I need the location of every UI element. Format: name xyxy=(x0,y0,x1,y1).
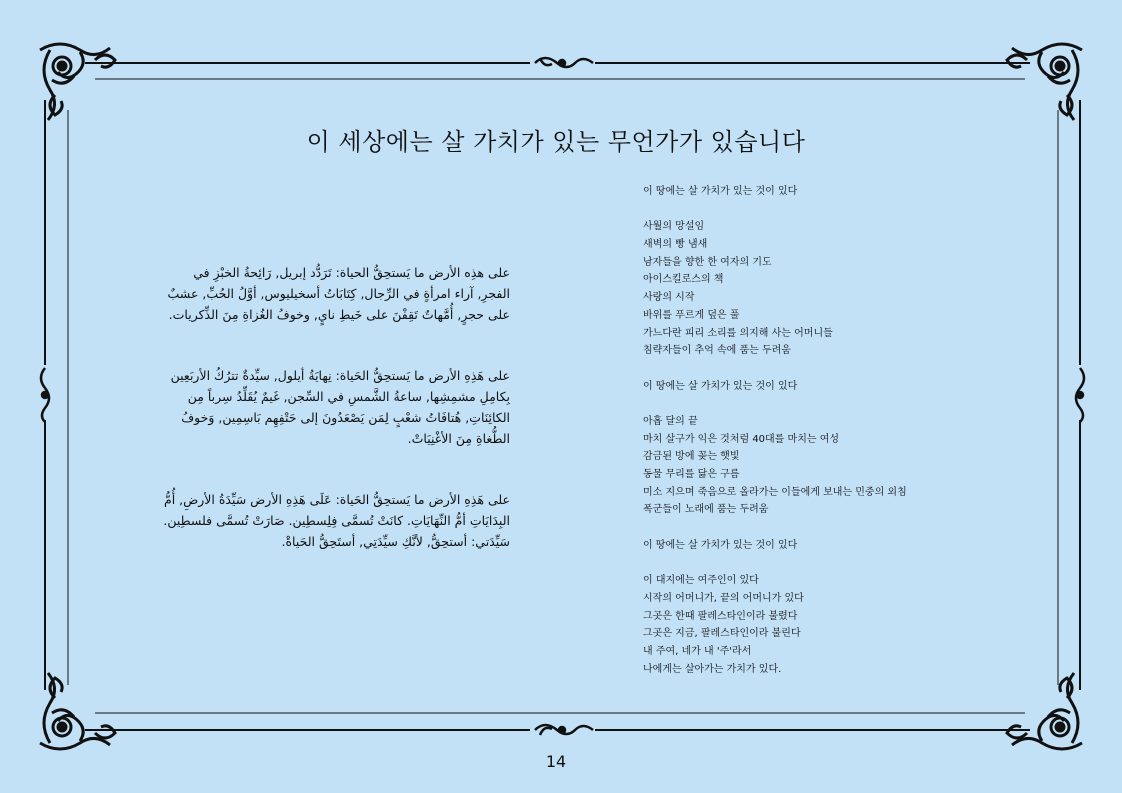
poem-line: 감금된 방에 꽂는 햇빛 xyxy=(643,451,740,463)
poem-line: 침략자들이 추억 속에 품는 두려움 xyxy=(643,345,791,357)
poem-gap xyxy=(643,201,983,219)
flourish-left xyxy=(41,368,49,422)
arabic-poem xyxy=(160,262,510,552)
poem-line: 새벽의 빵 냄새 xyxy=(643,239,708,251)
poem-line: 그곳은 지금, 팔레스타인이라 불린다 xyxy=(643,628,801,640)
poem-line: 그곳은 한때 팔레스타인이라 불렸다 xyxy=(643,610,798,622)
corner-ornament-bottom-left xyxy=(40,673,115,749)
korean-poem xyxy=(643,183,983,678)
flourish-bottom xyxy=(535,725,593,735)
flourish-right xyxy=(1076,368,1084,422)
poem-gap xyxy=(643,554,983,572)
poem-line: 동물 무리를 닮은 구름 xyxy=(643,469,740,480)
poem-line: 미소 지으며 죽음으로 올라가는 이들에게 보내는 민중의 외침 xyxy=(643,486,907,498)
corner-ornament-top-right xyxy=(1007,44,1082,120)
poem-line: 가느다란 피리 소리를 의지해 사는 어머니들 xyxy=(643,327,833,339)
poem-line: 이 땅에는 살 가치가 있는 것이 있다 xyxy=(643,186,798,197)
poem-gap xyxy=(643,395,983,413)
poem-line: 이 대지에는 여주인이 있다 xyxy=(643,575,759,587)
corner-ornament-bottom-right xyxy=(1007,673,1082,749)
poem-line: 사월의 망설임 xyxy=(643,221,705,233)
poem-line: 나에게는 살아가는 가치가 있다. xyxy=(643,663,782,675)
poem-gap xyxy=(643,360,983,378)
poem-line: 이 땅에는 살 가치가 있는 것이 있다 xyxy=(643,539,798,551)
page-number: 14 xyxy=(545,752,567,771)
poem-line: 폭군들이 노래에 품는 두려움 xyxy=(643,504,769,516)
poem-line: 시작의 어머니가, 끝의 어머니가 있다 xyxy=(643,592,804,604)
poem-gap xyxy=(643,519,983,537)
page-title: 이 세상에는 살 가치가 있는 무언가가 있습니다 xyxy=(306,128,806,156)
poem-line: 아이스킬로스의 책 xyxy=(643,274,724,286)
poem-line: 바위를 푸르게 덮은 풀 xyxy=(643,309,740,321)
flourish-top xyxy=(535,58,593,67)
poem-line: 남자들을 향한 한 여자의 기도 xyxy=(643,256,772,268)
poem-line: 마치 살구가 익은 것처럼 40대를 마치는 여성 xyxy=(643,433,840,445)
arabic-paragraph-3: على هَذِهِ الأرض ما يَستحِقُّ الحَياة: عَلَى هَذِهِ الأرض سَيِّدَةُ الأرضِ, أُمُّ البِدَايَاتِ أمُّ النِّهَايَاتِ. كانَتْ تُسمَّى فِلِسطِين. صَارَتْ تُسمَّى فلسطِين. سَيِّدَتي: أستحِقُّ, لأنَّكِ سيِّدَتِي, أستَحِقُّ الحَياةْ. xyxy=(163,492,510,549)
poem-line: 내 주여, 네가 내 '주'라서 xyxy=(643,645,752,657)
arabic-paragraph-1: على هذِه الأرض ما يَستحِقُّ الحياة: تَرَدُّد إبريل, رَائِحةُ الخبْزِ في الفجرِ, آراء امرأةٍ في الرِّجال, كِتَابَاتُ أسخيليوس, أوَّلُ الحُبِّ, عشبٌ على حجرٍ, أُمَّهاتٌ تَقِفْنَ على خَيطِ نايٍ, وخوفُ الغُزاةِ مِنَ الذِّكريات. xyxy=(167,265,510,322)
poem-line: 아홉 달의 끝 xyxy=(643,415,698,427)
corner-ornament-top-left xyxy=(40,44,115,120)
arabic-paragraph-2: على هَذِهِ الأرض ما يَستحِقُّ الحَياة: نِهايَةُ أيلول, سيِّدةٌ تترُكُ الأربَعِين بِكامِلِ مشمِشِها, ساعةُ الشَّمسِ في السِّجن, غَيمٌ يُقَلِّدُ سِرباً مِن الكائِنَاتِ, هُتافَاتُ شعْبٍ لِمَن يَصْعَدُونَ إلى حَتْفِهِم بَاسِمِين, وَخوفُ الطُّغاةِ مِنَ الأغْنِيَاتْ. xyxy=(170,368,510,446)
poem-line: 사랑의 시작 xyxy=(643,292,695,304)
poem-line: 이 땅에는 살 가치가 있는 것이 있다 xyxy=(643,380,798,392)
